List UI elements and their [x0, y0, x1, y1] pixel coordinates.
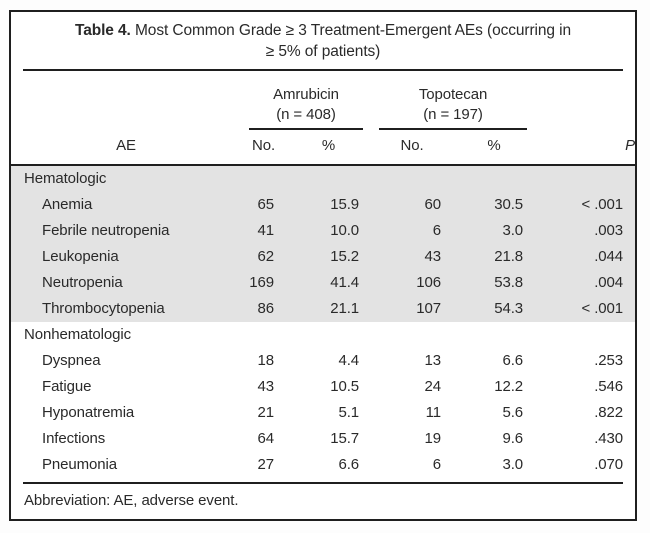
cell-amrubicin-pct: 15.9: [286, 192, 371, 218]
cell-topotecan-no: 60: [371, 192, 453, 218]
cell-amrubicin-no: 41: [241, 218, 286, 244]
cell-amrubicin-pct: 5.1: [338, 404, 360, 421]
group-header-spacer-p: [535, 71, 635, 130]
cell-topotecan-pct: 54.3: [453, 296, 535, 322]
cell-p-value: .070: [594, 456, 624, 473]
cell-amrubicin-pct: 21.1: [286, 296, 371, 322]
ae-data-row: [11, 192, 635, 218]
cell-topotecan-pct: 5.6: [502, 404, 524, 421]
cell-topotecan-no: 19: [424, 430, 442, 447]
ae-data-row: [11, 244, 635, 270]
cell-p-value: < .001: [535, 192, 635, 218]
cell-amrubicin-pct: 6.6: [338, 456, 360, 473]
cell-p-value: .004: [535, 270, 635, 296]
group-header-row: [11, 71, 635, 130]
cell-p-value: .253: [594, 352, 624, 369]
table-title-line2: ≥ 5% of patients): [265, 43, 381, 60]
cell-ae-label: Neutropenia: [11, 270, 241, 296]
cell-amrubicin-no: 18: [257, 352, 274, 369]
cell-topotecan-no: 43: [371, 244, 453, 270]
group-header-spacer: [11, 71, 241, 130]
cell-ae-label: Leukopenia: [11, 244, 241, 270]
section-header-row: [11, 165, 635, 192]
ae-data-row: [11, 426, 635, 452]
cell-amrubicin-pct: 10.0: [286, 218, 371, 244]
table-frame: [9, 10, 637, 521]
table-title-line1: Most Common Grade ≥ 3 Treatment-Emergent AEs (occurring in: [134, 22, 571, 39]
cell-amrubicin-no: 27: [257, 456, 274, 473]
ae-data-row: [11, 270, 635, 296]
cell-topotecan-no: 13: [424, 352, 442, 369]
cell-amrubicin-pct: 15.7: [330, 430, 360, 447]
table-number-label: Table 4.: [74, 22, 131, 39]
cell-p-value: .044: [535, 244, 635, 270]
cell-amrubicin-no: 86: [241, 296, 286, 322]
ae-data-row: [11, 348, 635, 374]
cell-topotecan-no: 107: [371, 296, 453, 322]
cell-ae-label: Hyponatremia: [42, 404, 135, 421]
cell-topotecan-pct: 3.0: [453, 218, 535, 244]
col-header-ae: AE: [11, 130, 241, 165]
cell-topotecan-no: 6: [432, 456, 442, 473]
ae-data-row: [11, 374, 635, 400]
cell-ae-label: Fatigue: [42, 378, 92, 395]
table-title: [23, 12, 623, 71]
cell-amrubicin-no: 65: [241, 192, 286, 218]
cell-topotecan-no: 6: [371, 218, 453, 244]
cell-amrubicin-no: 62: [241, 244, 286, 270]
cell-topotecan-no: 106: [371, 270, 453, 296]
cell-amrubicin-pct: 15.2: [286, 244, 371, 270]
cell-p-value: .546: [594, 378, 624, 395]
col-header-p-value: P: [535, 130, 635, 165]
col-header-amrubicin-no: No.: [241, 130, 286, 165]
cell-topotecan-pct: 3.0: [502, 456, 524, 473]
group-n-amrubicin: (n = 408): [276, 106, 336, 123]
col-group-amrubicin-inner: [249, 85, 363, 130]
cell-topotecan-pct: 21.8: [453, 244, 535, 270]
abbreviation-footnote: Abbreviation: AE, adverse event.: [24, 492, 239, 509]
cell-amrubicin-pct: 4.4: [338, 352, 360, 369]
cell-amrubicin-pct: 41.4: [286, 270, 371, 296]
cell-ae-label: Febrile neutropenia: [11, 218, 241, 244]
cell-topotecan-pct: 12.2: [494, 378, 524, 395]
cell-ae-label: Thrombocytopenia: [11, 296, 241, 322]
col-header-topotecan-no: No.: [371, 130, 453, 165]
ae-data-row: [11, 452, 635, 478]
cell-ae-label: Dyspnea: [42, 352, 101, 369]
ae-data-row: [11, 400, 635, 426]
cell-amrubicin-no: 43: [257, 378, 274, 395]
section-name: Hematologic: [11, 165, 635, 192]
cell-ae-label: Pneumonia: [42, 456, 117, 473]
ae-table-head: [11, 71, 635, 165]
section-header-row: [11, 322, 635, 348]
cell-p-value: .822: [594, 404, 624, 421]
cell-amrubicin-pct: 10.5: [330, 378, 360, 395]
col-group-amrubicin: [241, 71, 371, 130]
cell-amrubicin-no: 169: [241, 270, 286, 296]
col-group-topotecan-inner: [379, 85, 527, 130]
cell-topotecan-pct: 9.6: [502, 430, 524, 447]
cell-topotecan-pct: 53.8: [453, 270, 535, 296]
cell-topotecan-pct: 30.5: [453, 192, 535, 218]
cell-amrubicin-no: 21: [257, 404, 274, 421]
group-label-topotecan: Topotecan: [418, 86, 488, 103]
cell-amrubicin-no: 64: [257, 430, 274, 447]
group-n-topotecan: (n = 197): [423, 106, 483, 123]
cell-ae-label: Infections: [42, 430, 106, 447]
cell-topotecan-pct: 6.6: [502, 352, 524, 369]
col-header-topotecan-pct: %: [453, 130, 535, 165]
cell-p-value: .003: [535, 218, 635, 244]
ae-table: [11, 71, 635, 478]
cell-topotecan-no: 11: [425, 404, 442, 421]
cell-p-value: .430: [594, 430, 624, 447]
cell-p-value: < .001: [535, 296, 635, 322]
ae-data-row: [11, 296, 635, 322]
cell-topotecan-no: 24: [424, 378, 442, 395]
group-label-amrubicin: Amrubicin: [273, 86, 339, 103]
ae-table-body: [11, 165, 635, 478]
col-group-topotecan: [371, 71, 535, 130]
column-header-row: [11, 130, 635, 165]
section-name: Nonhematologic: [24, 326, 131, 343]
col-header-amrubicin-pct: %: [286, 130, 371, 165]
ae-data-row: [11, 218, 635, 244]
cell-ae-label: Anemia: [11, 192, 241, 218]
